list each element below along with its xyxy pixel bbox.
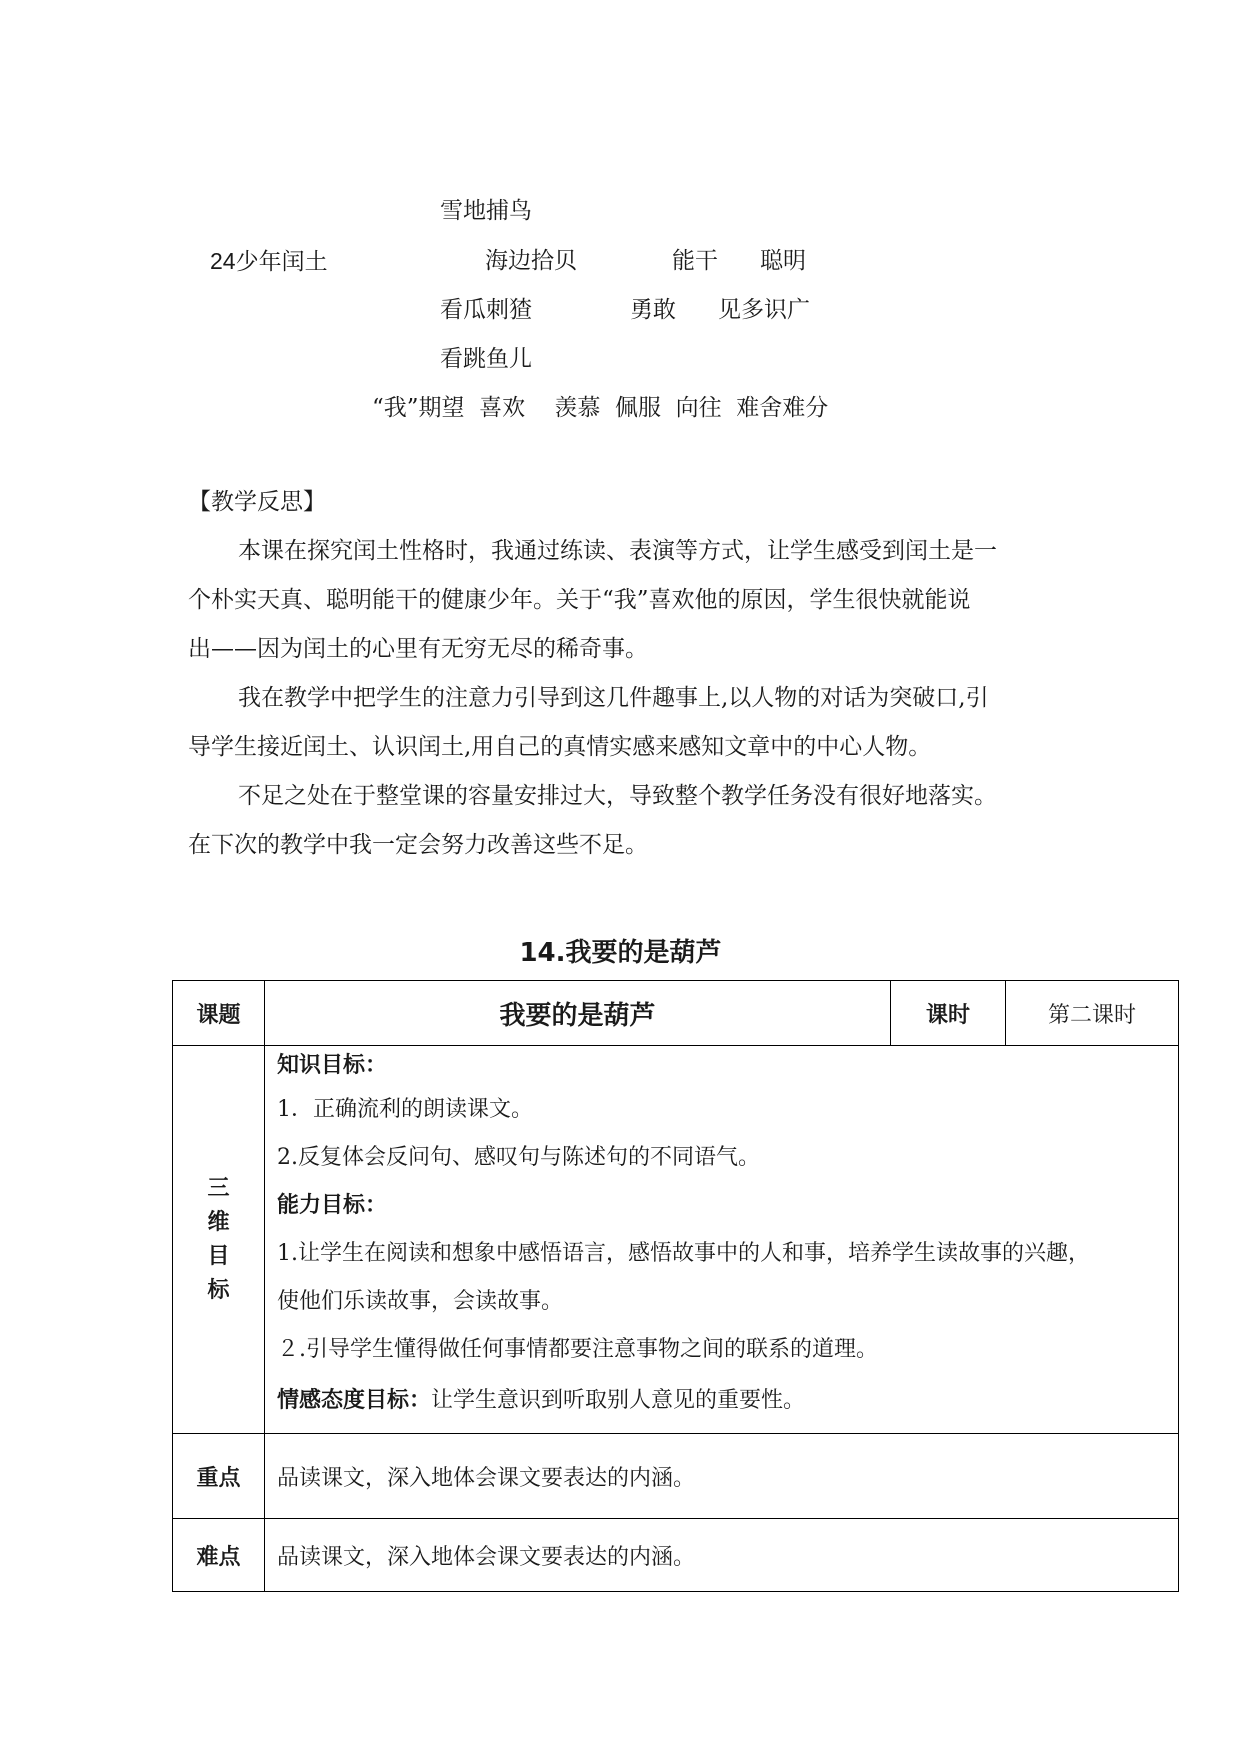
trait-item: 勇敢 <box>630 297 676 323</box>
feelings-line: “我”期望 喜欢 羡慕 佩服 向往 难舍难分 <box>372 395 829 421</box>
story-item: 看跳鱼儿 <box>440 346 532 372</box>
topic-value: 我要的是葫芦 <box>265 981 891 1046</box>
difficulty-text: 品读课文，深入地体会课文要表达的内涵。 <box>265 1519 1179 1592</box>
ability-item: 1.让学生在阅读和想象中感悟语言，感悟故事中的人和事，培养学生读故事的兴趣， <box>277 1241 1090 1266</box>
period-value: 第二课时 <box>1006 981 1179 1046</box>
lesson-name: 少年闰土 <box>235 249 328 275</box>
reflection-line: 在下次的教学中我一定会努力改善这些不足。 <box>188 832 648 858</box>
trait-item: 聪明 <box>760 248 806 274</box>
lesson-title: 14.我要的是葫芦 <box>519 938 722 968</box>
trait-item: 见多识广 <box>718 297 810 323</box>
key-row <box>173 1434 1179 1519</box>
goals-row <box>173 1046 1179 1434</box>
goals-label-char: 标 <box>207 1277 230 1303</box>
story-item: 看瓜刺猹 <box>440 297 532 323</box>
knowledge-item: 2.反复体会反问句、感叹句与陈述句的不同语气。 <box>277 1145 760 1170</box>
knowledge-item: 1．正确流利的朗读课文。 <box>277 1097 533 1122</box>
ability-item: ２.引导学生懂得做任何事情都要注意事物之间的联系的道理。 <box>277 1337 878 1362</box>
period-label: 课时 <box>891 981 1006 1046</box>
lesson-plan-table <box>172 980 1179 1592</box>
difficulty-row <box>173 1519 1179 1592</box>
trait-item: 能干 <box>672 248 718 274</box>
goals-label-char: 三 <box>207 1175 230 1201</box>
emotion-goal <box>277 1374 1178 1428</box>
reflection-heading: 【教学反思】 <box>188 489 326 515</box>
reflection-line: 我在教学中把学生的注意力引导到这几件趣事上,以人物的对话为突破口,引 <box>238 685 989 711</box>
goals-label <box>173 1046 265 1434</box>
emotion-text: 让学生意识到听取别人意见的重要性。 <box>431 1388 806 1413</box>
story-item: 雪地捕鸟 <box>440 198 532 224</box>
goals-label-char: 目 <box>207 1243 230 1269</box>
ability-item-cont: 使他们乐读故事，会读故事。 <box>277 1289 564 1314</box>
key-text: 品读课文，深入地体会课文要表达的内涵。 <box>265 1434 1179 1519</box>
reflection-line: 个朴实天真、聪明能干的健康少年。关于“我”喜欢他的原因，学生很快就能说 <box>188 587 971 613</box>
emotion-heading: 情感态度目标： <box>277 1388 432 1413</box>
lesson-number <box>210 245 328 278</box>
reflection-line: 不足之处在于整堂课的容量安排过大，导致整个教学任务没有很好地落实。 <box>238 783 997 809</box>
ability-heading: 能力目标： <box>277 1193 388 1218</box>
knowledge-heading: 知识目标： <box>277 1053 388 1078</box>
reflection-line: 本课在探究闰土性格时，我通过练读、表演等方式，让学生感受到闰土是一 <box>238 538 997 564</box>
reflection-line: 导学生接近闰土、认识闰土,用自己的真情实感来感知文章中的中心人物。 <box>188 734 932 760</box>
reflection-line: 出——因为闰土的心里有无穷无尽的稀奇事。 <box>188 636 648 662</box>
key-label: 重点 <box>173 1434 265 1519</box>
lesson-no: 24 <box>210 248 236 274</box>
topic-row <box>173 981 1179 1046</box>
goals-label-char: 维 <box>207 1209 230 1235</box>
goals-content <box>265 1046 1179 1434</box>
topic-label: 课题 <box>173 981 265 1046</box>
story-item: 海边拾贝 <box>485 248 577 274</box>
difficulty-label: 难点 <box>173 1519 265 1592</box>
